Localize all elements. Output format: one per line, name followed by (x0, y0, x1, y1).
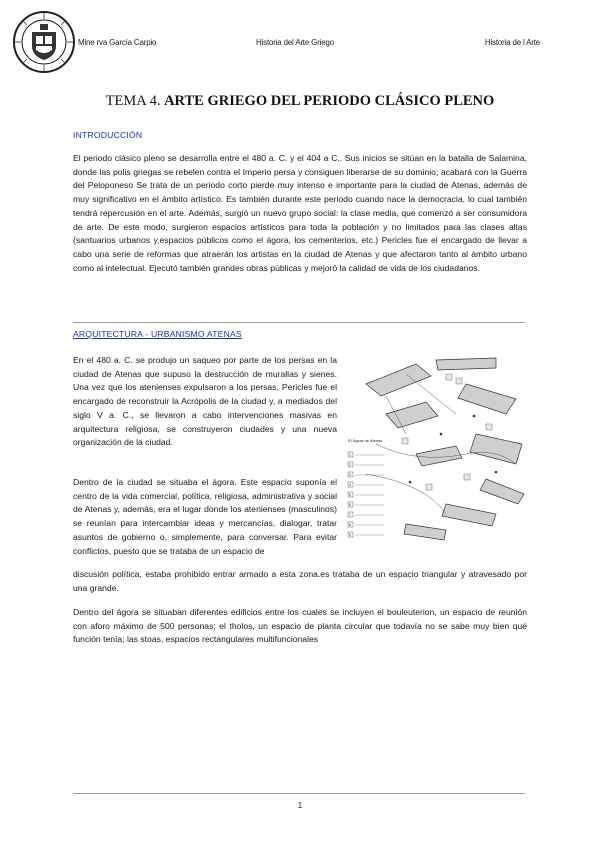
architecture-paragraph-3: Dentro del ágora se situaban diferentes edificios entre los cuales se incluyen el bouleuterion, un espacio de reunión con aforo máximo de 500 personas; el tholos, un espacio de planta circular que todavía no se sabe muy bien qué función tenía; las stoas, espacios rectangulares multifuncionales (73, 607, 527, 645)
legend-title: El Ágora de Atenas (348, 438, 383, 443)
legend-number: 6 (349, 503, 351, 508)
university-seal-logo (12, 10, 76, 74)
legend-number: 5 (349, 493, 351, 498)
legend-number: 8 (349, 523, 351, 528)
legend-number: 7 (349, 513, 351, 518)
architecture-paragraph-2b: discusión política, estaba prohibido entrar armado a esta zona.es trataba de un espacio triangular y atravesado por una grande. (73, 569, 527, 593)
agora-athens-illustration (346, 354, 526, 550)
legend-number: 9 (349, 533, 351, 538)
title-main: ARTE GRIEGO DEL PERIODO CLÁSICO PLENO (164, 93, 495, 109)
header-course: Historia de l Arte (484, 38, 540, 47)
intro-paragraph: El periodo clásico pleno se desarrolla entre el 480 a. C. y el 404 a C.. Sus inicios se sitúan en la batalla de Salamina, donde las polis griegas se rebelen contra el Imperio persa y consiguen liberarse de su dominio; acabará con la Guerra del Peloponeso Se trata de un periodo corto pierde muy intenso e importante para la ciudad de Atenas, además de muy significativo en el ámbito artístico. Es también durante este periodo cuando nace la democracia, lo cual también tendrá repercusión en el arte. Además, surgió un nuevo grupo social: la clase media, que comenzó a ser consumidora de arte. De este modo, surgieron espacios artísticos para toda la población y no limitados para las clases altas (santuarios urbanos y,espacios públicos como el ágora, los cementerios, etc.) Pericles fue el encargado de llevar a cabo una serie de reformas que atraerán los artistas en la ciudad de Atenas y que afectaron tanto al ámbito urbano como al intelectual. Ejecutó también grandes obras públicas y mejoró la calidad de vida de los ciudadanos. (73, 153, 527, 273)
header-author: Mine rva García Carpio (78, 38, 157, 47)
footer-divider (73, 793, 525, 794)
architecture-paragraph-2a: Dentro de la ciudad se situaba el ágora. Este espacio suponía el centro de la vida comercial, política, religiosa, administrativa y social de Atenas y, además, era el lugar donde los atenienses (masculinos) se reunían para intercambiar ideas y mercancías, dialogar, tratar asuntos de gobierno o, simplemente, para conversar. Para evitar conflictos, puesto que se trataba de un espacio de (73, 477, 337, 556)
document-title (0, 93, 600, 110)
section-divider (73, 322, 525, 323)
architecture-paragraph-1: En el 480 a. C. se produjo un saqueo por parte de los persas en la ciudad de Atenas que supuso la destrucción de murallas y sienes. Una vez que los atenienses expulsaron a los persas, Pericles fue el encargado de reconstruir la Acrópolis de la ciudad y, a mediados del siglo V a. C., se llevaron a cabo intervenciones masivas en arquitectura religiosa, se construyeron ciudades y una nueva organización de la ciudad. (73, 355, 337, 448)
header-subject: Historia del Arte Griego (256, 38, 334, 47)
legend-number: 3 (349, 473, 351, 478)
section-heading-arquitectura: ARQUITECTURA - URBANISMO ATENAS (73, 329, 242, 339)
legend-number: 1 (349, 453, 351, 458)
title-prefix: TEMA 4. (105, 93, 165, 109)
legend-number: 2 (349, 463, 351, 468)
page-number: 1 (297, 801, 303, 810)
section-heading-introduccion: INTRODUCCIÓN (73, 130, 143, 140)
legend-number: 4 (349, 483, 351, 488)
